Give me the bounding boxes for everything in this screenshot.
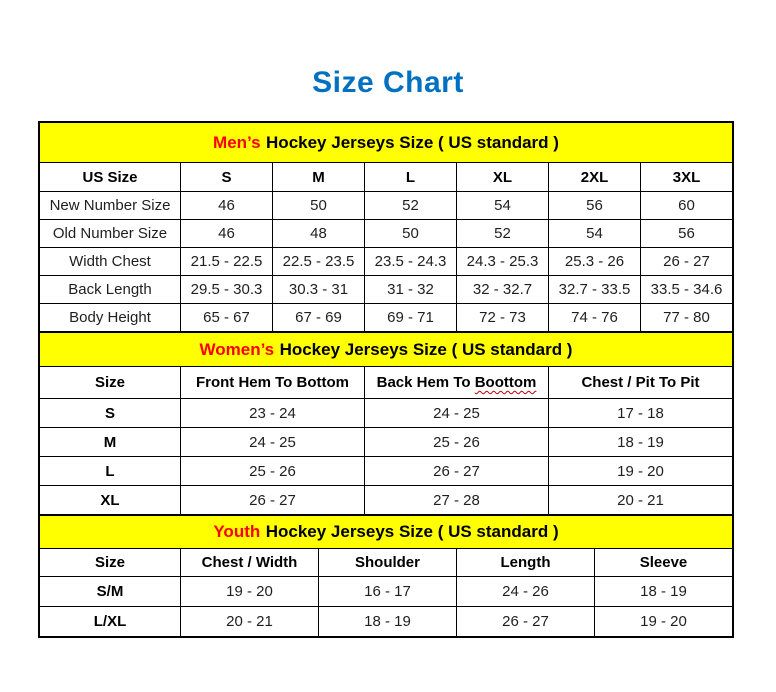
youth-row-label: L/XL bbox=[40, 606, 180, 636]
mens-header-cell: XL bbox=[456, 162, 548, 191]
mens-data-cell: 32.7 - 33.5 bbox=[548, 275, 640, 303]
youth-data-cell: 18 - 19 bbox=[318, 606, 456, 636]
mens-table-title bbox=[40, 123, 732, 162]
page-title: Size Chart bbox=[312, 66, 464, 99]
youth-table-title bbox=[40, 516, 732, 548]
youth-header-cell: Sleeve bbox=[594, 548, 732, 576]
youth-data-cell: 18 - 19 bbox=[594, 576, 732, 606]
mens-data-cell: 46 bbox=[180, 219, 272, 247]
mens-data-cell: 29.5 - 30.3 bbox=[180, 275, 272, 303]
mens-data-cell: 48 bbox=[272, 219, 364, 247]
youth-title-rest: Hockey Jerseys Size ( US standard ) bbox=[265, 522, 559, 541]
youth-data-cell: 24 - 26 bbox=[456, 576, 594, 606]
mens-header-cell: US Size bbox=[40, 162, 180, 191]
womens-header-cell: Chest / Pit To Pit bbox=[548, 366, 732, 398]
youth-data-cell: 20 - 21 bbox=[180, 606, 318, 636]
mens-data-cell: 32 - 32.7 bbox=[456, 275, 548, 303]
mens-title-rest: Hockey Jerseys Size ( US standard ) bbox=[266, 132, 559, 152]
womens-data-cell: 26 - 27 bbox=[180, 485, 364, 514]
mens-data-cell: 56 bbox=[640, 219, 732, 247]
mens-data-cell: 52 bbox=[364, 191, 456, 219]
mens-data-cell: 74 - 76 bbox=[548, 303, 640, 331]
youth-data-cell: 16 - 17 bbox=[318, 576, 456, 606]
mens-data-cell: 46 bbox=[180, 191, 272, 219]
womens-data-cell: 18 - 19 bbox=[548, 427, 732, 456]
womens-data-cell: 24 - 25 bbox=[364, 398, 548, 427]
youth-title-highlight: Youth bbox=[213, 522, 261, 541]
youth-row-label: S/M bbox=[40, 576, 180, 606]
mens-data-cell: 22.5 - 23.5 bbox=[272, 247, 364, 275]
mens-row-label: Old Number Size bbox=[40, 219, 180, 247]
womens-data-cell: 25 - 26 bbox=[180, 456, 364, 485]
womens-data-cell: 20 - 21 bbox=[548, 485, 732, 514]
youth-header-cell: Size bbox=[40, 548, 180, 576]
mens-title-highlight: Men’s bbox=[213, 132, 261, 152]
womens-row-label: S bbox=[40, 398, 180, 427]
mens-data-cell: 67 - 69 bbox=[272, 303, 364, 331]
mens-data-cell: 69 - 71 bbox=[364, 303, 456, 331]
youth-data-cell: 19 - 20 bbox=[594, 606, 732, 636]
mens-header-cell: M bbox=[272, 162, 364, 191]
womens-data-cell: 19 - 20 bbox=[548, 456, 732, 485]
youth-size-table bbox=[38, 516, 734, 638]
mens-data-cell: 54 bbox=[548, 219, 640, 247]
womens-title-rest: Hockey Jerseys Size ( US standard ) bbox=[279, 339, 573, 359]
back-hem-prefix: Back Hem To bbox=[376, 374, 471, 391]
mens-header-cell: 3XL bbox=[640, 162, 732, 191]
womens-table-title bbox=[40, 333, 732, 366]
mens-header-cell: S bbox=[180, 162, 272, 191]
mens-header-cell: 2XL bbox=[548, 162, 640, 191]
womens-data-cell: 27 - 28 bbox=[364, 485, 548, 514]
mens-data-cell: 30.3 - 31 bbox=[272, 275, 364, 303]
mens-header-cell: L bbox=[364, 162, 456, 191]
womens-header-cell: Size bbox=[40, 366, 180, 398]
womens-data-cell: 25 - 26 bbox=[364, 427, 548, 456]
mens-data-cell: 56 bbox=[548, 191, 640, 219]
womens-data-cell: 24 - 25 bbox=[180, 427, 364, 456]
mens-data-cell: 72 - 73 bbox=[456, 303, 548, 331]
mens-data-cell: 60 bbox=[640, 191, 732, 219]
size-tables bbox=[38, 121, 734, 638]
womens-row-label: M bbox=[40, 427, 180, 456]
womens-title-highlight: Women’s bbox=[199, 339, 275, 359]
youth-data-cell: 19 - 20 bbox=[180, 576, 318, 606]
womens-row-label: XL bbox=[40, 485, 180, 514]
mens-row-label: Back Length bbox=[40, 275, 180, 303]
mens-data-cell: 24.3 - 25.3 bbox=[456, 247, 548, 275]
mens-data-cell: 23.5 - 24.3 bbox=[364, 247, 456, 275]
mens-size-table bbox=[38, 121, 734, 333]
womens-data-cell: 23 - 24 bbox=[180, 398, 364, 427]
mens-row-label: New Number Size bbox=[40, 191, 180, 219]
mens-data-cell: 50 bbox=[364, 219, 456, 247]
womens-header-cell-back-hem bbox=[364, 366, 548, 398]
youth-header-cell: Length bbox=[456, 548, 594, 576]
mens-data-cell: 65 - 67 bbox=[180, 303, 272, 331]
womens-header-cell: Front Hem To Bottom bbox=[180, 366, 364, 398]
youth-header-cell: Shoulder bbox=[318, 548, 456, 576]
mens-row-label: Body Height bbox=[40, 303, 180, 331]
womens-size-table bbox=[38, 333, 734, 516]
mens-data-cell: 77 - 80 bbox=[640, 303, 732, 331]
youth-header-cell: Chest / Width bbox=[180, 548, 318, 576]
mens-data-cell: 21.5 - 22.5 bbox=[180, 247, 272, 275]
mens-data-cell: 25.3 - 26 bbox=[548, 247, 640, 275]
youth-data-cell: 26 - 27 bbox=[456, 606, 594, 636]
back-hem-misspelled-word: Boottom bbox=[474, 374, 537, 391]
mens-data-cell: 50 bbox=[272, 191, 364, 219]
womens-row-label: L bbox=[40, 456, 180, 485]
mens-data-cell: 54 bbox=[456, 191, 548, 219]
mens-data-cell: 26 - 27 bbox=[640, 247, 732, 275]
womens-data-cell: 17 - 18 bbox=[548, 398, 732, 427]
mens-row-label: Width Chest bbox=[40, 247, 180, 275]
mens-data-cell: 31 - 32 bbox=[364, 275, 456, 303]
womens-data-cell: 26 - 27 bbox=[364, 456, 548, 485]
mens-data-cell: 33.5 - 34.6 bbox=[640, 275, 732, 303]
mens-data-cell: 52 bbox=[456, 219, 548, 247]
